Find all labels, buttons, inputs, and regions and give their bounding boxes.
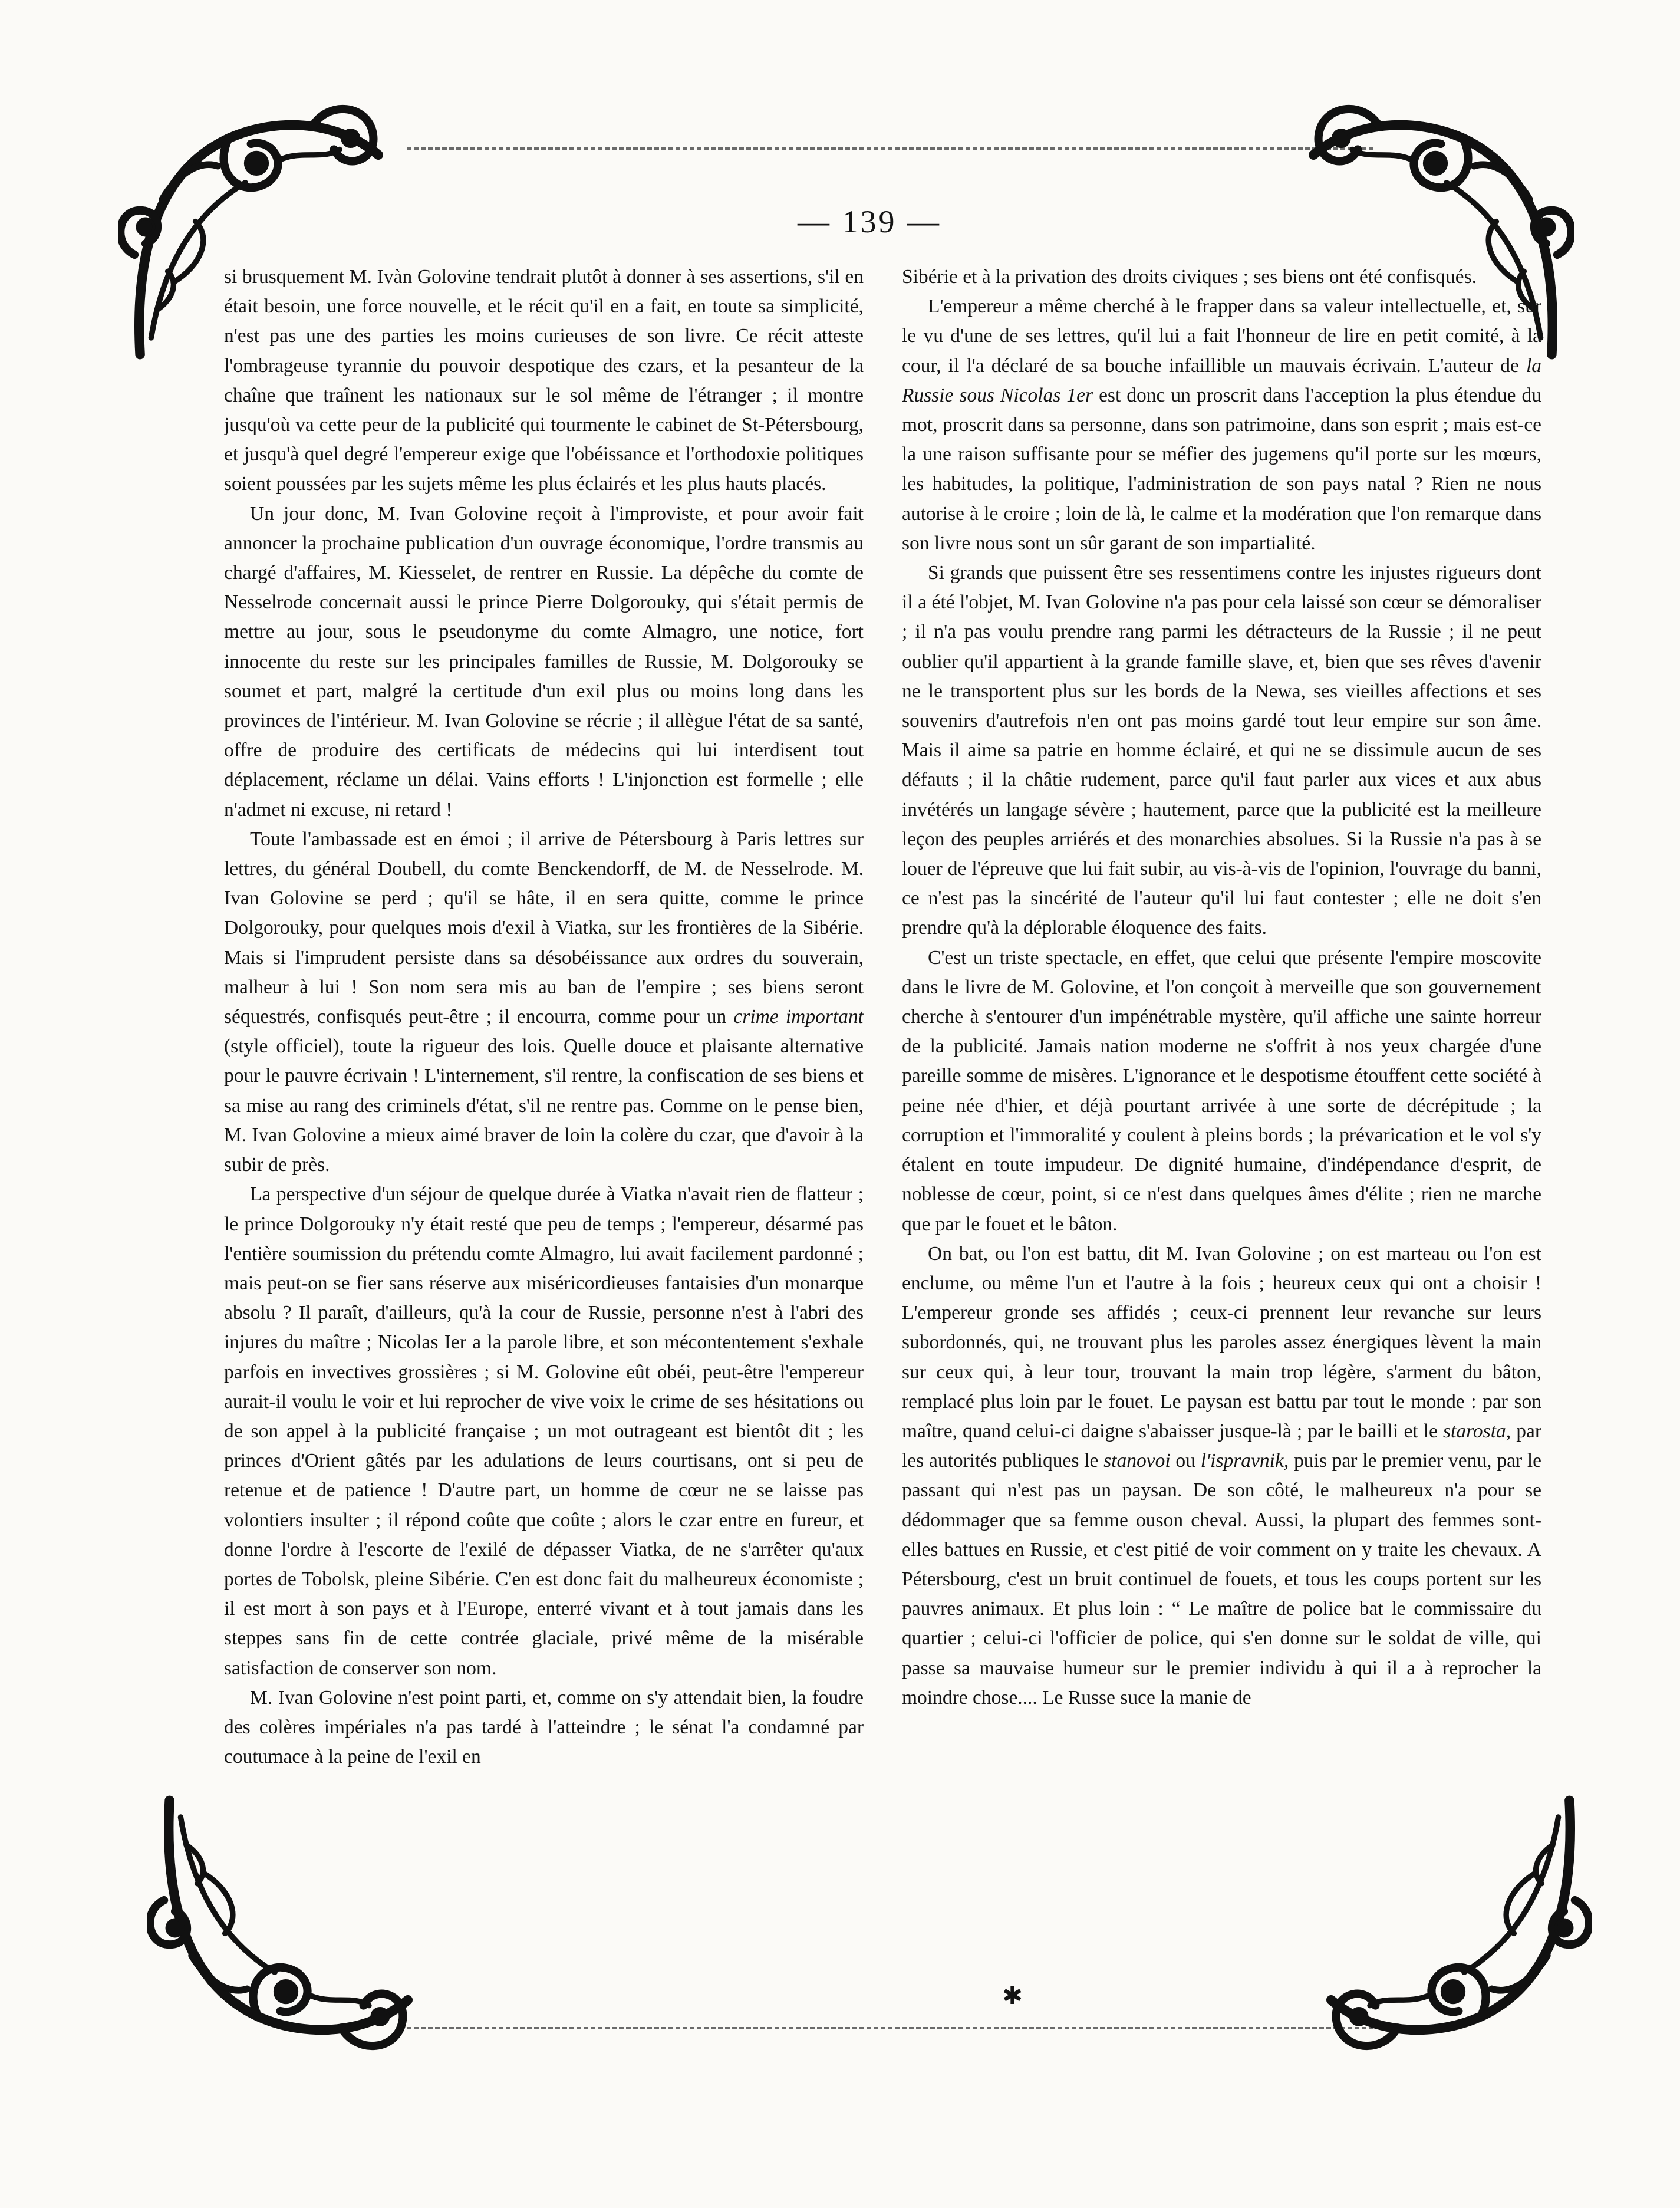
bottom-dashed-rule xyxy=(407,2027,1373,2029)
text-run: L'empereur a même cherché à le frapper dans sa valeur intellectuelle, et, sur le vu d'une de ses lettres, qu'il lui a fait l'honneur de lire en petit comité, à la cour, il l'a déclaré de sa bouche infaillible un mauvais écrivain. L'auteur de xyxy=(902,295,1541,377)
italic-term: stanovoi xyxy=(1103,1450,1171,1472)
paragraph: Si grands que puissent être ses ressentimens contre les injustes rigueurs dont il a été l'objet, M. Ivan Golovine n'a pas pour cela laissé son cœur se démoraliser ; il n'a pas voulu prendre rang parmi les détracteurs de la Russie ; il ne peut oublier qu'il appartient à la grande famille slave, et, bien que ses rêves d'avenir ne le transportent plus sur les bords de la Newa, ses vieilles affections et ses souvenirs d'autrefois n'en ont pas moins gardé tout leur empire sur son âme. Mais il aime sa patrie en homme éclairé, et qui ne se dissimule aucun de ses défauts ; il la châtie rudement, parce qu'il faut parler aux vices et aux abus invétérés un langage sévère ; hautement, parce que la publicité est la meilleure leçon des peuples arriérés et des monarchies absolues. Si la Russie n'a pas à se louer de l'épreuve que lui fait subir, au vis-à-vis de l'opinion, l'ouvrage du banni, ce n'est pas la sincérité de l'auteur qu'il lui faut contester ; elle ne doit s'en prendre qu'à la déplorable éloquence des faits. xyxy=(902,562,1541,939)
book-title: la Russie sous Nicolas 1er xyxy=(902,354,1541,406)
paragraph: si brusquement M. Ivàn Golovine tendrait plutôt à donner à ses assertions, s'il en était besoin, une force nouvelle, et le récit qu'il en a fait, en toute sa simplicité, n'est pas une des parties les moins curieuses de son livre. Ce récit atteste l'ombrageuse tyrannie du pouvoir despotique des czars, et la pesanteur de la chaîne que traînent les nationaux sur le sol même de l'étranger ; il montre jusqu'où va cette peur de la publicité qui tourmente le cabinet de St-Pétersbourg, et jusqu'à quel degré l'empereur exige que l'obéissance et l'orthodoxie politiques soient poussées par les sujets même les plus éclairés et les plus hauts placés. xyxy=(224,266,864,495)
paragraph: Sibérie et à la privation des droits civiques ; ses biens ont été confisqués. xyxy=(902,266,1477,288)
italic-term: starosta, xyxy=(1443,1420,1511,1442)
paragraph: M. Ivan Golovine n'est point parti, et, comme on s'y attendait bien, la foudre des colères impériales n'a pas tardé à l'atteindre ; le sénat l'a condamné par coutumace à la peine de l'exil en xyxy=(224,1686,864,1768)
top-dashed-rule xyxy=(407,147,1373,150)
paragraph: Un jour donc, M. Ivan Golovine reçoit à l'improviste, et pour avoir fait annoncer la prochaine publication d'un ouvrage économique, l'ordre transmis au chargé d'affaires, M. Kiesselet, de rentrer en Russie. La dépêche du comte de Nesselrode concernait aussi le prince Pierre Dolgorouky, qui s'était permis de mettre au jour, sous le pseudonyme du comte Almagro, une notice, fort innocente du reste sur les principales familles de Russie, M. Dolgorouky se soumet et part, malgré la certitude d'un exil plus ou moins long dans les provinces de l'intérieur. M. Ivan Golovine se récrie ; il allègue l'état de sa santé, offre de produire des certificats de médecins qui lui interdisent tout déplacement, réclame un délai. Vains efforts ! L'injonction est formelle ; elle n'admet ni excuse, ni retard ! xyxy=(224,502,864,821)
paragraph xyxy=(224,825,864,1180)
paragraph: La perspective d'un séjour de quelque durée à Viatka n'avait rien de flatteur ; le prince Dolgorouky n'y était resté que peu de temps ; l'empereur, désarmé pas l'entière soumission du prétendu comte Almagro, lui avait facilement pardonné ; mais peut-on se fier sans réserve aux miséricordieuses fantaisies d'un monarque absolu ? Il paraît, d'ailleurs, qu'à la cour de Russie, personne n'est à l'abri des injures du maître ; Nicolas Ier a la parole libre, et son mécontentement s'exhale parfois en invectives grossières ; si M. Golovine eût obéi, peut-être l'empereur aurait-il voulu le voir et lui reprocher de vive voix le crime de ses hésitations ou de son appel à la publicité française ; un mot outrageant est bientôt dit ; les princes d'Orient gâtés par les adulations de leurs courtisans, ont si peu de retenue et de patience ! D'autre part, un homme de cœur ne se laisse pas volontiers insulter ; il répond coûte que coûte ; alors le czar entre en fureur, et donne l'ordre à l'escorte de l'exilé de dépasser Viatka, de ne s'arrêter qu'aux portes de Tobolsk, pleine Sibérie. C'en est donc fait du malheureux économiste ; il est mort à son pays et à l'Europe, enterré vivant et à tout jamais dans les steppes sans fin de cette contrée glaciale, privé même de la misérable satisfaction de conserver son nom. xyxy=(224,1183,864,1679)
italic-term: l'ispravnik, xyxy=(1200,1450,1289,1472)
italic-phrase: crime important xyxy=(733,1006,864,1028)
page-number: — 139 — xyxy=(798,204,941,239)
paragraph: C'est un triste spectacle, en effet, que celui que présente l'empire moscovite dans le livre de M. Golovine, et l'on conçoit à merveille que son gouvernement cherche à s'entourer d'un impénétrable mystère, qu'il affiche une sainte horreur de la publicité. Jamais nation moderne ne s'offrit à nos yeux chargée d'une pareille somme de misères. L'ignorance et le despotisme étouffent cette société à peine née d'hier, et déjà pourtant arrivée à une sorte de décrépitude ; la corruption et l'immoralité y coulent à pleins bords ; la prévarication et le vol s'y étalent en toute impudeur. De dignité humaine, d'indépendance d'esprit, de noblesse de cœur, point, si ce n'est dans quelques âmes d'élite ; rien ne marche que par le fouet et le bâton. xyxy=(902,946,1541,1235)
paragraph xyxy=(902,292,1541,558)
text-run: puis par le premier venu, par le passant qui n'est pas un paysan. De son côté, le malheureux n'a pour se dédommager que sa femme ouson cheval. Aussi, la plupart des femmes sont-elles battues en Russie, et c'est pitié de voir comment on y traite les chevaux. A Pétersbourg, c'est un bruit continuel de fouets, et tous les coups portent sur les pauvres animaux. Et plus loin : “ Le maître de police bat le commissaire du quartier ; celui-ci l'officier de police, qui s'en donne sur le soldat de ville, qui passe sa mauvaise humeur sur le premier individu à qui il a à reprocher la moindre chose.... Le Russe suce la manie de xyxy=(902,1450,1541,1709)
text-run: est donc un proscrit dans l'acception la plus étendue du mot, proscrit dans sa personne, dans son patrimoine, dans son esprit ; mais est-ce la une raison suffisante pour se méfier des jugemens qu'il porte sur les mœurs, les habitudes, la politique, l'administration de son pays natal ? Rien ne nous autorise à le croire ; loin de là, le calme et la modération que l'on remarque dans son livre nous sont un sûr garant de son impartialité. xyxy=(902,384,1541,554)
text-run: par les autorités publiques le xyxy=(902,1420,1541,1472)
left-column xyxy=(224,262,864,1984)
text-run: On bat, ou l'on est battu, dit M. Ivan Golovine ; on est marteau ou l'on est enclume, ou même l'un et l'autre à la fois ; heureux ceux qui ont a choisir ! L'empereur gronde ses affidés ; ceux-ci prennent leur revanche sur leurs subordonnés, qui, ne trouvant plus les paroles assez énergiques lèvent la main sur ceux qui, à leur tour, trouvant la main trop légère, s'arment du bâton, remplacé plus loin par le fouet. Le paysan est battu par tout le monde : par son maître, quand celui-ci daigne s'abaisser jusque-là ; par le bailli et le xyxy=(902,1242,1541,1442)
signature-mark: ✱ xyxy=(1002,1983,1023,2010)
text-run: Toute l'ambassade est en émoi ; il arrive de Pétersbourg à Paris lettres sur lettres, du général Doubell, du comte Benckendorff, de M. de Nesselrode. M. Ivan Golovine se perd ; qu'il se hâte, il en sera quitte, comme le prince Dolgorouky, pour quelques mois d'exil à Viatka, sur les frontières de la Sibérie. Mais si l'imprudent persiste dans sa désobéissance aux ordres du souverain, malheur à lui ! Son nom sera mis au ban de l'empire ; ses biens seront séquestrés, confisqués peut-être ; il encourra, comme pour un xyxy=(224,828,864,1028)
paragraph xyxy=(902,1239,1541,1713)
text-run: ou xyxy=(1175,1450,1195,1472)
text-run: (style officiel), toute la rigueur des lois. Quelle douce et plaisante alternative pour le pauvre écrivain ! L'internement, s'il rentre, la confiscation de ses biens et sa mise au rang des criminels d'état, s'il ne rentre pas. Comme on le pense bien, M. Ivan Golovine a mieux aimé braver de loin la colère du czar, que d'avoir à la subir de près. xyxy=(224,1035,864,1176)
right-column xyxy=(902,262,1541,1984)
